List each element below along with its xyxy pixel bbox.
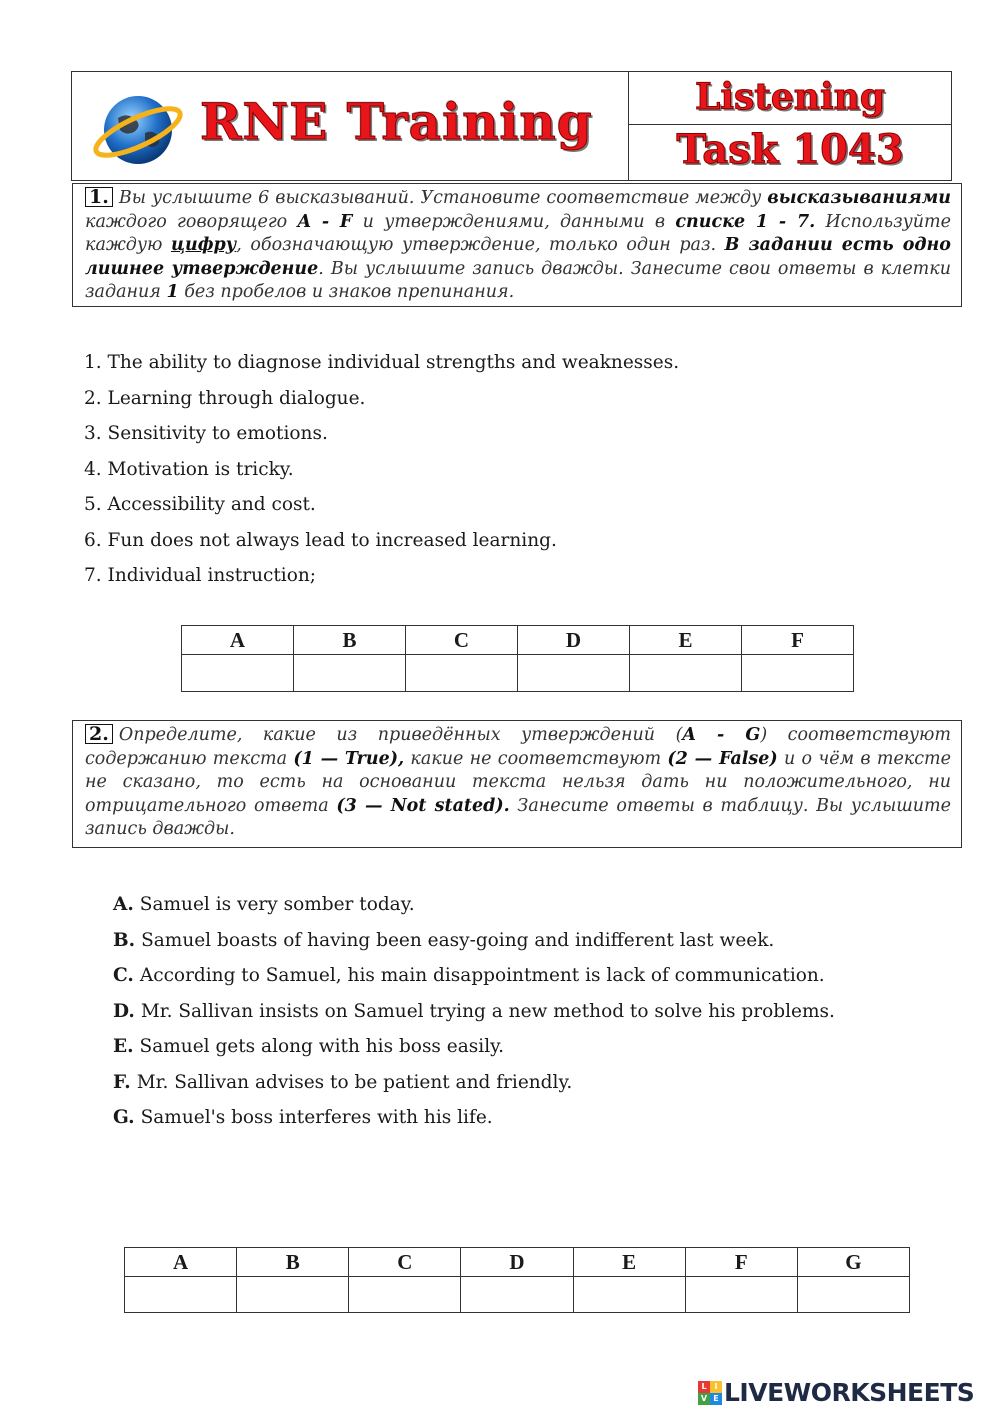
claim-text: Mr. Sallivan advises to be patient and friendly. bbox=[136, 1071, 573, 1093]
instruction-bold: списке 1 - 7. bbox=[675, 211, 816, 232]
table-header-cell: C bbox=[349, 1248, 461, 1277]
globe-logo-icon bbox=[90, 88, 185, 168]
header-divider bbox=[628, 124, 952, 125]
claim-text: Samuel boasts of having been easy-going and indifferent last week. bbox=[141, 929, 775, 951]
instruction-bold: (2 — False) bbox=[667, 748, 778, 769]
instruction-text: какие не соответствуют bbox=[404, 748, 668, 769]
logo-text: RNE Training bbox=[200, 92, 593, 151]
list-item: 3. Sensitivity to emotions. bbox=[84, 423, 328, 444]
table-header-cell: C bbox=[405, 626, 517, 655]
instruction-text: без пробелов и знаков препинания. bbox=[178, 282, 515, 302]
answer-table-2 bbox=[124, 1247, 910, 1313]
instruction-text: , обозначающую утверждение, только один раз. bbox=[236, 235, 725, 255]
instruction-bold: (1 — True), bbox=[293, 748, 405, 769]
instruction-text: ) соответствуют содержанию текста bbox=[85, 725, 951, 769]
list-item: 7. Individual instruction; bbox=[84, 565, 316, 586]
instruction-text: Занесите ответы в таблицу. Вы услышите запись дважды. bbox=[85, 795, 951, 839]
claim-text: Samuel's boss interferes with his life. bbox=[140, 1107, 493, 1128]
answer-input-cell[interactable] bbox=[461, 1277, 573, 1313]
instruction-bold: A - F bbox=[297, 211, 353, 232]
answer-table-1 bbox=[181, 625, 854, 692]
table-header-cell: F bbox=[685, 1248, 797, 1277]
list-item: 1. The ability to diagnose individual strengths and weaknesses. bbox=[84, 352, 680, 373]
answer-input-cell[interactable] bbox=[629, 655, 741, 692]
section-title: Listening bbox=[695, 76, 885, 118]
list-item bbox=[113, 1107, 493, 1128]
brand-mark-letter: I bbox=[710, 1381, 722, 1393]
claim-letter: C. bbox=[113, 965, 134, 986]
task2-number: 2. bbox=[85, 724, 113, 744]
table-header-cell: D bbox=[461, 1248, 573, 1277]
list-item: 5. Accessibility and cost. bbox=[84, 494, 316, 515]
list-item bbox=[113, 1072, 572, 1093]
answer-input-cell[interactable] bbox=[125, 1277, 237, 1313]
answer-input-cell[interactable] bbox=[405, 655, 517, 692]
instruction-text: Вы услышите 6 высказываний. Установите соответствие между bbox=[118, 188, 768, 208]
claim-text: Mr. Sallivan insists on Samuel trying a new method to solve his problems. bbox=[140, 1000, 835, 1022]
instruction-text: Определите, какие из приведённых утверждений ( bbox=[118, 725, 683, 745]
list-item bbox=[113, 894, 415, 915]
instruction-text: . Вы услышите запись дважды. Занесите свои ответы в клетки задания bbox=[85, 258, 951, 302]
brand-text: LIVEWORKSHEETS bbox=[724, 1378, 975, 1407]
list-item: 4. Motivation is tricky. bbox=[84, 458, 294, 480]
table-header-cell: B bbox=[237, 1248, 349, 1277]
list-item: 6. Fun does not always lead to increased learning. bbox=[84, 529, 557, 551]
table-header-cell: A bbox=[182, 626, 294, 655]
brand-mark-letter: L bbox=[698, 1381, 710, 1393]
answer-input-cell[interactable] bbox=[294, 655, 406, 692]
table-header-cell: F bbox=[741, 626, 853, 655]
claim-text: Samuel is very somber today. bbox=[139, 894, 415, 915]
answer-input-cell[interactable] bbox=[517, 655, 629, 692]
table-header-cell: D bbox=[517, 626, 629, 655]
claim-letter: E. bbox=[113, 1036, 134, 1057]
list-item bbox=[113, 1036, 504, 1057]
answer-input-cell[interactable] bbox=[741, 655, 853, 692]
list-item bbox=[113, 930, 774, 951]
instruction-text: каждого говорящего bbox=[85, 211, 298, 232]
instruction-bold: 1 bbox=[166, 282, 179, 302]
claim-letter: G. bbox=[113, 1107, 135, 1128]
claim-letter: A. bbox=[113, 894, 134, 915]
answer-input-cell[interactable] bbox=[797, 1277, 909, 1313]
answer-input-cell[interactable] bbox=[237, 1277, 349, 1313]
instruction-text: и о чём в тексте не сказано, то есть на основании текста нельзя дать ни положительного, ни отрицательного ответа bbox=[85, 748, 951, 816]
list-item bbox=[113, 965, 825, 986]
list-item bbox=[113, 1001, 835, 1022]
brand-mark-icon bbox=[698, 1381, 722, 1405]
table-header-cell: B bbox=[294, 626, 406, 655]
table-header-cell: G bbox=[797, 1248, 909, 1277]
answer-input-cell[interactable] bbox=[573, 1277, 685, 1313]
instruction-bold: цифру bbox=[170, 235, 237, 255]
claim-letter: F. bbox=[113, 1071, 131, 1093]
list-item: 2. Learning through dialogue. bbox=[84, 387, 366, 409]
task2-instructions bbox=[72, 720, 962, 848]
instruction-text: и утверждениями, данными в bbox=[352, 211, 676, 232]
liveworksheets-logo[interactable] bbox=[698, 1378, 974, 1407]
table-header-cell: E bbox=[629, 626, 741, 655]
task1-number: 1. bbox=[85, 187, 113, 207]
instruction-bold: A - G bbox=[682, 725, 761, 745]
brand-mark-letter: V bbox=[698, 1393, 710, 1405]
claim-text: Samuel gets along with his boss easily. bbox=[139, 1036, 504, 1057]
instruction-bold: В задании есть одно лишнее утверждение bbox=[85, 235, 951, 279]
answer-input-cell[interactable] bbox=[685, 1277, 797, 1313]
table-header-cell: E bbox=[573, 1248, 685, 1277]
task-title: Task 1043 bbox=[676, 126, 904, 173]
instruction-bold: (3 — Not stated). bbox=[336, 795, 510, 816]
brand-mark-letter: E bbox=[710, 1393, 722, 1405]
answer-input-cell[interactable] bbox=[349, 1277, 461, 1313]
instruction-text: Используйте каждую bbox=[85, 211, 951, 255]
task1-instructions bbox=[72, 183, 962, 307]
claim-letter: B. bbox=[113, 929, 136, 951]
claim-text: According to Samuel, his main disappointment is lack of communication. bbox=[139, 965, 825, 986]
instruction-bold: высказываниями bbox=[767, 188, 951, 208]
claim-letter: D. bbox=[113, 1000, 135, 1022]
table-header-cell: A bbox=[125, 1248, 237, 1277]
answer-input-cell[interactable] bbox=[182, 655, 294, 692]
